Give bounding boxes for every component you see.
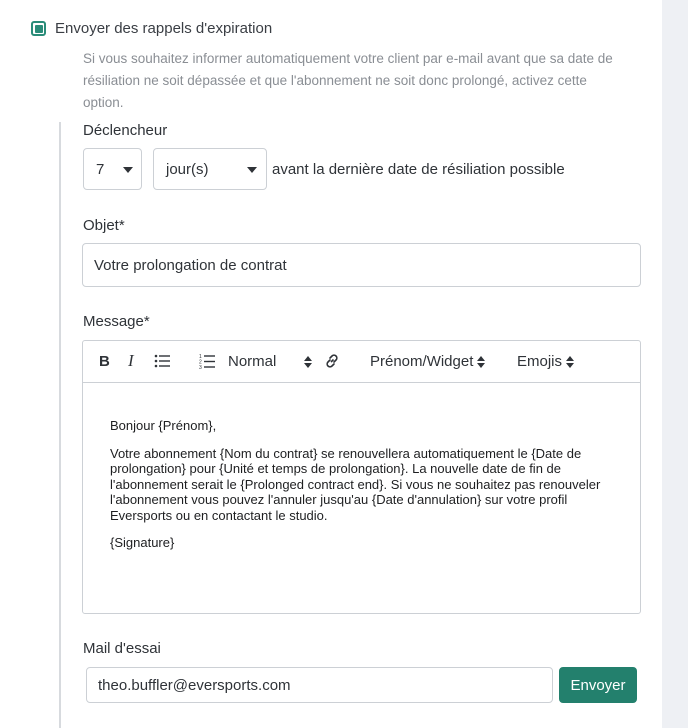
subject-input[interactable] xyxy=(82,243,641,287)
test-mail-input[interactable] xyxy=(86,667,553,703)
format-select[interactable]: Normal xyxy=(228,353,277,370)
message-editor[interactable] xyxy=(82,340,641,614)
message-greeting: Bonjour {Prénom}, xyxy=(110,418,217,433)
indent-rule xyxy=(59,122,61,728)
subject-label: Objet* xyxy=(83,217,125,234)
expiration-reminder-help: Si vous souhaitez informer automatiquement votre client par e-mail avant que sa date de résiliation ne soit dépassée et que l'abonnement ne soit donc prolongé, activez cette option. xyxy=(83,51,613,110)
placeholder-picker[interactable]: Prénom/Widget xyxy=(370,353,474,370)
numbered-list-icon[interactable] xyxy=(199,353,215,369)
trigger-unit-select[interactable] xyxy=(153,148,267,190)
bold-icon[interactable]: B xyxy=(99,353,110,370)
trigger-label: Déclencheur xyxy=(83,122,168,139)
message-label: Message* xyxy=(83,313,150,330)
send-test-mail-button[interactable]: Envoyer xyxy=(559,667,637,703)
link-icon[interactable] xyxy=(324,353,340,369)
expiration-reminder-row[interactable] xyxy=(31,20,272,37)
trigger-amount-value: 7 xyxy=(96,160,105,178)
message-paragraph: Votre abonnement {Nom du contrat} se renouvellera automatiquement le {Date de prolongation} pour {Unité et temps de prolongation}. La nouvelle date de fin de l'abonnement serait le {Prolonged contract end}. Si vous ne souhaitez pas renouveler l'abonnement vous pouvez l'annuler jusqu'au {Date d'annulation} sur votre profil Eversports ou en contactant le studio. xyxy=(110,445,601,523)
trigger-suffix: avant la dernière date de résiliation possible xyxy=(272,161,565,178)
placeholder-stepper-icon[interactable] xyxy=(477,356,485,368)
bullet-list-icon[interactable] xyxy=(154,354,170,368)
test-mail-label: Mail d'essai xyxy=(83,640,161,657)
expiration-reminder-label[interactable]: Envoyer des rappels d'expiration xyxy=(55,20,273,37)
trigger-amount-select[interactable] xyxy=(83,148,142,190)
trigger-unit-value: jour(s) xyxy=(166,160,209,178)
svg-text:1: 1 xyxy=(199,354,202,360)
emoji-stepper-icon[interactable] xyxy=(566,356,574,368)
svg-text:2: 2 xyxy=(199,359,202,366)
chevron-down-icon xyxy=(123,167,133,173)
italic-icon[interactable]: I xyxy=(128,351,134,370)
format-stepper-icon[interactable] xyxy=(304,356,312,368)
checkbox-checked-indicator xyxy=(35,25,43,33)
chevron-down-icon xyxy=(247,167,257,173)
editor-toolbar xyxy=(83,341,640,383)
editor-content[interactable] xyxy=(110,418,605,563)
message-signature: {Signature} xyxy=(110,535,175,550)
svg-text:3: 3 xyxy=(199,365,202,369)
expiration-reminder-checkbox[interactable] xyxy=(31,21,46,36)
emoji-picker[interactable]: Emojis xyxy=(517,353,563,370)
